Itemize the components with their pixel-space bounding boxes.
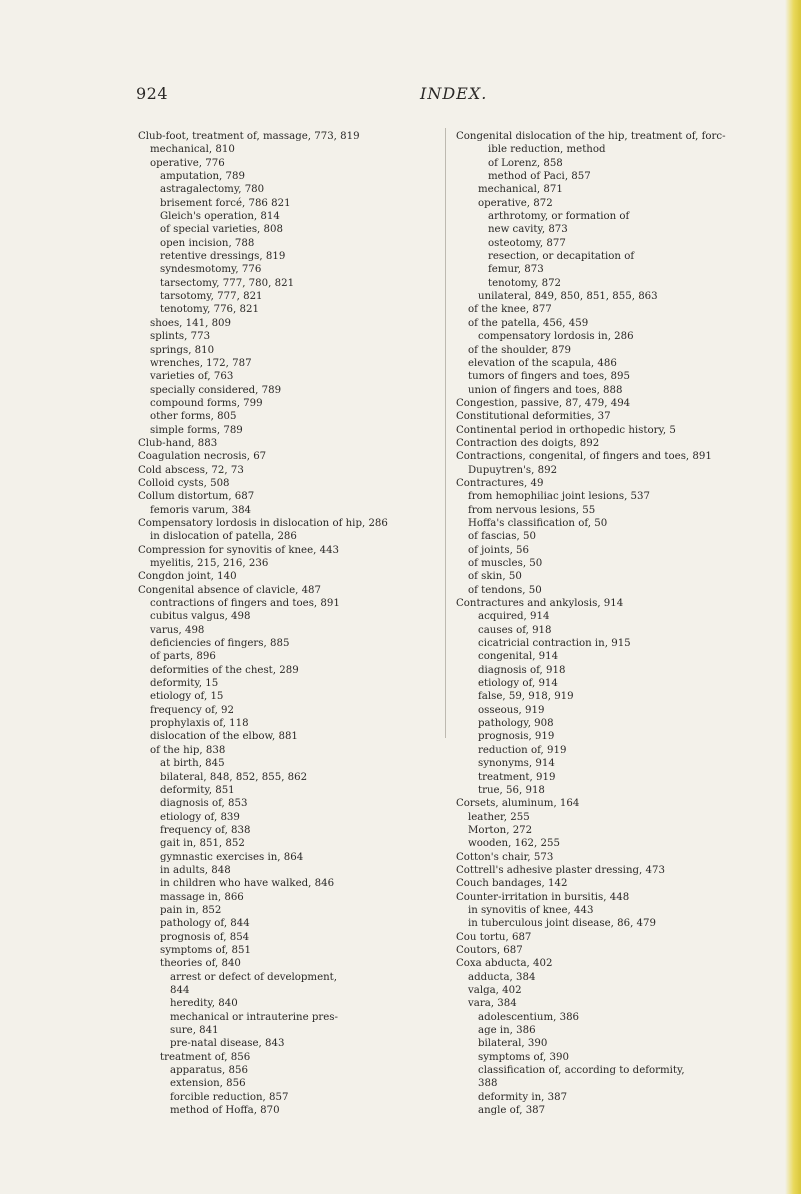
index-entry: Congenital absence of clavicle, 487 [138,584,322,596]
index-entry: osteotomy, 877 [488,237,566,249]
index-column-right [456,130,761,1117]
page-edge [785,0,801,1194]
index-entry: from nervous lesions, 55 [468,504,596,516]
index-entry: etiology of, 914 [478,678,558,690]
index-entry: varus, 498 [150,624,205,636]
index-entry: 844 [170,985,190,996]
index-entry: deformities of the chest, 289 [150,664,299,676]
index-entry: acquired, 914 [478,611,550,623]
index-entry: treatment, 919 [478,771,556,783]
index-entry: compensatory lordosis in, 286 [478,331,634,343]
index-entry: frequency of, 92 [150,704,235,716]
index-entry: contractions of fingers and toes, 891 [150,598,340,610]
index-entry: Club-hand, 883 [138,437,218,449]
index-entry: of skin, 50 [468,571,522,583]
index-entry: in synovitis of knee, 443 [468,904,594,916]
index-entry: in dislocation of patella, 286 [150,531,297,543]
index-entry: prognosis, 919 [478,731,555,743]
index-entry: ible reduction, method [488,144,606,156]
index-entry: synonyms, 914 [478,758,555,770]
index-entry: union of fingers and toes, 888 [468,384,623,396]
index-entry: adducta, 384 [468,971,536,983]
index-entry: Club-foot, treatment of, massage, 773, 819 [138,131,360,142]
index-entry: Contractions, congenital, of fingers and toes, 891 [456,451,712,463]
index-entry: bilateral, 848, 852, 855, 862 [160,771,308,783]
index-entry: Hoffa's classification of, 50 [468,517,608,529]
index-entry: leather, 255 [468,811,530,823]
index-entry: Congestion, passive, 87, 479, 494 [456,397,631,409]
index-entry: treatment of, 856 [160,1051,251,1063]
index-entry: operative, 776 [150,157,225,169]
index-entry: arrest or defect of development, [170,971,338,983]
index-entry: mechanical, 871 [478,184,563,196]
index-entry: myelitis, 215, 216, 236 [150,558,269,569]
index-entry: classification of, according to deformity, [478,1065,685,1077]
page-number: 924 [136,84,169,103]
index-entry: false, 59, 918, 919 [478,691,574,703]
index-column-left [138,130,428,1117]
index-entry: arthrotomy, or formation of [488,211,630,223]
index-entry: retentive dressings, 819 [160,251,286,263]
index-entry: of Lorenz, 858 [488,157,563,169]
index-entry: diagnosis of, 853 [160,798,248,810]
index-entry: Congdon joint, 140 [138,571,237,583]
index-entry: of the hip, 838 [150,744,226,756]
index-entry: adolescentium, 386 [478,1011,580,1023]
index-entry: Gleich's operation, 814 [160,211,280,223]
index-entry: gait in, 851, 852 [160,838,245,850]
index-entry: true, 56, 918 [478,784,545,796]
index-entry: heredity, 840 [170,998,238,1010]
running-title: INDEX. [420,84,488,103]
index-entry: tenotomy, 872 [488,277,562,289]
index-entry: of parts, 896 [150,651,216,663]
index-entry: theories of, 840 [160,958,241,970]
index-entry: of special varieties, 808 [160,224,283,236]
index-entry: deformity, 851 [160,784,235,796]
index-entry: Compression for synovitis of knee, 443 [138,544,340,556]
index-entry: in children who have walked, 846 [160,878,335,890]
index-entry: operative, 872 [478,197,553,209]
index-entry: Couch bandages, 142 [456,878,568,890]
index-entry: 388 [478,1078,498,1090]
index-entry: tenotomy, 776, 821 [160,304,259,316]
index-entry: frequency of, 838 [160,824,251,836]
index-entry: apparatus, 856 [170,1065,248,1077]
index-entry: cubitus valgus, 498 [150,611,251,623]
index-entry: varieties of, 763 [150,371,234,383]
index-entry: of joints, 56 [468,544,530,556]
index-entry: prophylaxis of, 118 [150,718,249,730]
index-entry: wrenches, 172, 787 [150,357,252,369]
index-entry: Congenital dislocation of the hip, treatment of, forc- [456,131,726,142]
index-entry: Compensatory lordosis in dislocation of hip, 286 [138,517,388,529]
index-entry: elevation of the scapula, 486 [468,357,617,369]
index-entry: at birth, 845 [160,758,225,770]
index-entry: tarsectomy, 777, 780, 821 [160,277,295,289]
index-entry: unilateral, 849, 850, 851, 855, 863 [478,291,658,303]
index-entry: springs, 810 [150,344,215,356]
index-entry: method of Paci, 857 [488,171,591,183]
index-entry: of the shoulder, 879 [468,344,572,356]
index-entry: Counter-irritation in bursitis, 448 [456,891,630,903]
index-entry: deficiencies of fingers, 885 [150,638,290,650]
index-entry: Cottrell's adhesive plaster dressing, 473 [456,864,665,876]
index-entry: of muscles, 50 [468,558,543,569]
index-entry: deformity, 15 [150,678,219,690]
index-entry: Constitutional deformities, 37 [456,411,611,423]
index-entry: tumors of fingers and toes, 895 [468,371,630,383]
column-divider [445,128,446,738]
index-entry: new cavity, 873 [488,224,568,236]
index-entry: shoes, 141, 809 [150,317,232,329]
index-entry: dislocation of the elbow, 881 [150,731,298,743]
index-entry: Contractures, 49 [456,477,544,489]
index-entry: femoris varum, 384 [150,504,252,516]
index-entry: pathology of, 844 [160,918,250,930]
index-entry: Cou tortu, 687 [456,931,532,943]
index-entry: pre-natal disease, 843 [170,1038,285,1050]
index-entry: compound forms, 799 [150,397,263,409]
index-entry: of fascias, 50 [468,531,536,543]
index-entry: Continental period in orthopedic history, 5 [456,424,676,436]
index-entry: sure, 841 [170,1025,219,1037]
index-entry: in adults, 848 [160,864,231,876]
index-entry: Coutors, 687 [456,944,523,956]
index-entry: bilateral, 390 [478,1038,548,1050]
index-entry: Corsets, aluminum, 164 [456,798,580,810]
index-entry: mechanical or intrauterine pres- [170,1011,338,1023]
index-entry: pain in, 852 [160,904,222,916]
index-entry: massage in, 866 [160,891,244,903]
index-entry: osseous, 919 [478,704,545,716]
index-entry: brisement forcé, 786 821 [160,197,291,209]
index-entry: reduction of, 919 [478,744,567,756]
index-entry: Cotton's chair, 573 [456,851,554,863]
index-entry: prognosis of, 854 [160,931,250,943]
index-entry: simple forms, 789 [150,424,243,436]
index-entry: method of Hoffa, 870 [170,1105,280,1117]
index-entry: Cold abscess, 72, 73 [138,464,244,476]
index-entry: open incision, 788 [160,237,255,249]
index-entry: of the knee, 877 [468,304,552,316]
index-entry: pathology, 908 [478,718,554,730]
index-entry: causes of, 918 [478,624,552,636]
index-entry: syndesmotomy, 776 [160,264,262,276]
index-entry: angle of, 387 [478,1105,546,1117]
index-entry: amputation, 789 [160,171,245,183]
index-entry: deformity in, 387 [478,1091,568,1103]
index-entry: Coagulation necrosis, 67 [138,451,267,463]
index-entry: from hemophiliac joint lesions, 537 [468,491,650,503]
index-entry: splints, 773 [150,331,211,343]
index-entry: astragalectomy, 780 [160,184,265,196]
index-entry: vara, 384 [468,998,517,1010]
index-entry: Dupuytren's, 892 [468,464,558,476]
index-entry: Contraction des doigts, 892 [456,437,600,449]
index-entry: Morton, 272 [468,824,533,836]
index-entry: extension, 856 [170,1078,246,1090]
index-entry: gymnastic exercises in, 864 [160,851,304,863]
index-entry: of the patella, 456, 459 [468,317,589,329]
index-entry: symptoms of, 390 [478,1051,569,1063]
index-entry: Contractures and ankylosis, 914 [456,598,624,610]
index-entry: other forms, 805 [150,411,237,423]
index-entry: Coxa abducta, 402 [456,958,553,970]
index-entry: tarsotomy, 777, 821 [160,291,263,303]
index-entry: symptoms of, 851 [160,944,251,956]
index-entry: femur, 873 [488,264,544,276]
index-entry: forcible reduction, 857 [170,1091,289,1103]
index-entry: Colloid cysts, 508 [138,477,230,489]
index-entry: valga, 402 [468,985,522,996]
index-entry: mechanical, 810 [150,144,235,156]
index-entry: congenital, 914 [478,651,559,663]
index-entry: age in, 386 [478,1025,536,1037]
index-entry: Collum distortum, 687 [138,491,255,503]
index-entry: in tuberculous joint disease, 86, 479 [468,918,656,930]
index-entry: diagnosis of, 918 [478,664,566,676]
index-entry: etiology of, 15 [150,691,224,703]
page-header [0,84,801,108]
index-entry: etiology of, 839 [160,811,240,823]
index-entry: of tendons, 50 [468,584,542,596]
index-entry: cicatricial contraction in, 915 [478,638,631,650]
index-entry: wooden, 162, 255 [468,838,560,850]
index-entry: specially considered, 789 [150,384,282,396]
index-entry: resection, or decapitation of [488,251,635,263]
